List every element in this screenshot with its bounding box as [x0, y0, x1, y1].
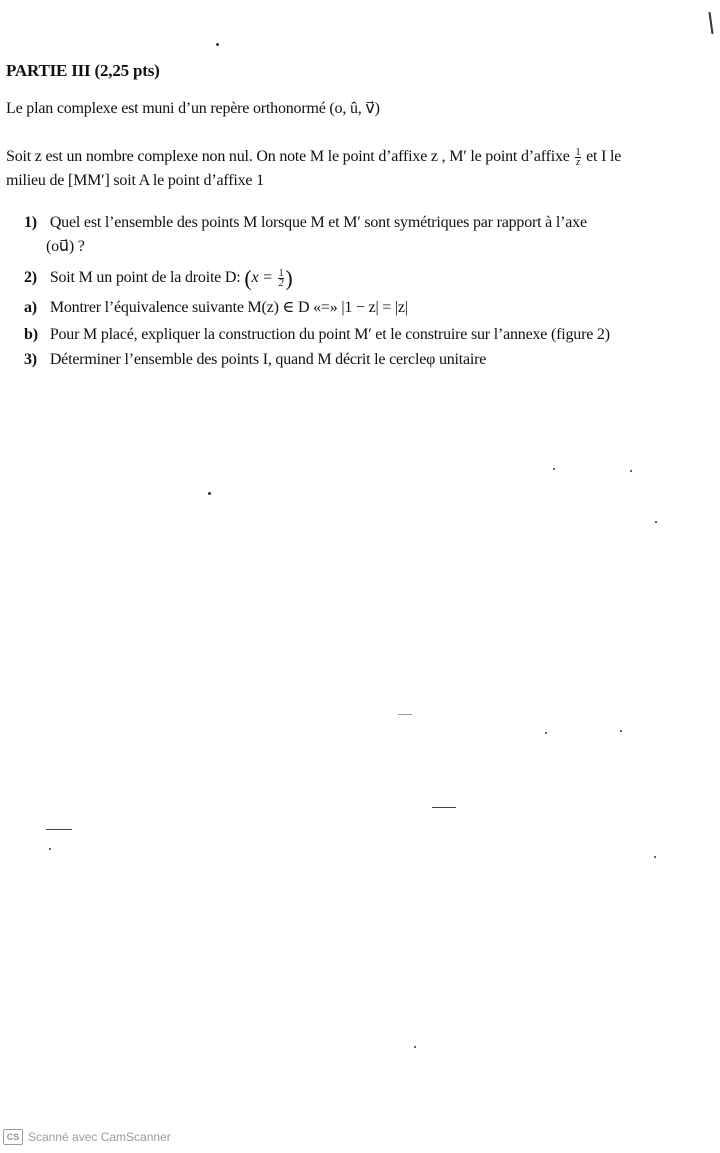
question-1	[24, 213, 587, 233]
question-number: 1)	[24, 214, 37, 231]
fraction-numerator: 1	[278, 267, 284, 279]
question-number: b)	[24, 326, 38, 343]
question-1-continuation: (ou⃗) ?	[46, 238, 85, 255]
question-number: 3)	[24, 351, 37, 368]
section-heading: PARTIE III (2,25 pts)	[6, 61, 160, 80]
context-text-a: Soit z est un nombre complexe non nul. On note M le point d’affixe z , M′ le point d’affixe	[6, 148, 570, 165]
question-2-text: Soit M un point de la droite D:	[49, 269, 241, 286]
scan-speck	[545, 732, 547, 734]
fraction-numerator: 1	[575, 146, 581, 158]
equation-prefix: x =	[251, 269, 273, 286]
camscanner-logo-icon: CS	[3, 1129, 23, 1145]
watermark-text: Scanné avec CamScanner	[28, 1130, 171, 1144]
question-2b-text: Pour M placé, expliquer la construction du point M′ et le construire sur l’annexe (figure 2)	[49, 326, 610, 343]
scan-speck	[655, 521, 657, 523]
question-number: a)	[24, 299, 37, 316]
intro-text: Le plan complexe est muni d’un repère orthonormé (o, û, v⃗)	[6, 100, 380, 117]
scan-speck	[216, 43, 219, 46]
scan-speck	[620, 730, 622, 732]
context-line-2: milieu de [MM′] soit A le point d’affixe 1	[6, 172, 264, 189]
scan-speck	[49, 848, 51, 850]
scan-speck	[414, 1046, 416, 1048]
scan-dash	[398, 714, 412, 715]
fraction-one-half	[278, 269, 285, 288]
scan-speck	[630, 470, 632, 472]
question-2a	[24, 298, 408, 318]
close-paren: )	[285, 265, 293, 291]
scan-speck	[654, 856, 656, 858]
scan-speck	[208, 492, 211, 495]
question-2	[24, 265, 293, 291]
fraction-denominator: 2	[278, 277, 284, 289]
camscanner-watermark	[3, 1129, 171, 1145]
question-2a-text: Montrer l’équivalence suivante M(z) ∈ D «=» |1 − z| = |z|	[49, 299, 408, 316]
question-2b	[24, 325, 610, 345]
question-number: 2)	[24, 269, 37, 286]
question-1-text: Quel est l’ensemble des points M lorsque M et M′ sont symétriques par rapport à l’axe	[49, 214, 587, 231]
fraction-one-over-z	[575, 148, 582, 167]
page-edge-mark	[708, 12, 713, 34]
context-text-b: et I le	[586, 148, 622, 165]
question-3	[24, 350, 486, 370]
open-paren: (	[244, 265, 252, 291]
question-3-text: Déterminer l’ensemble des points I, quand M décrit le cercleφ unitaire	[49, 351, 487, 368]
scan-dash	[432, 807, 456, 808]
scan-dash	[46, 829, 72, 830]
fraction-denominator: z	[576, 156, 580, 168]
context-line-1	[6, 147, 621, 167]
scan-speck	[553, 468, 555, 470]
